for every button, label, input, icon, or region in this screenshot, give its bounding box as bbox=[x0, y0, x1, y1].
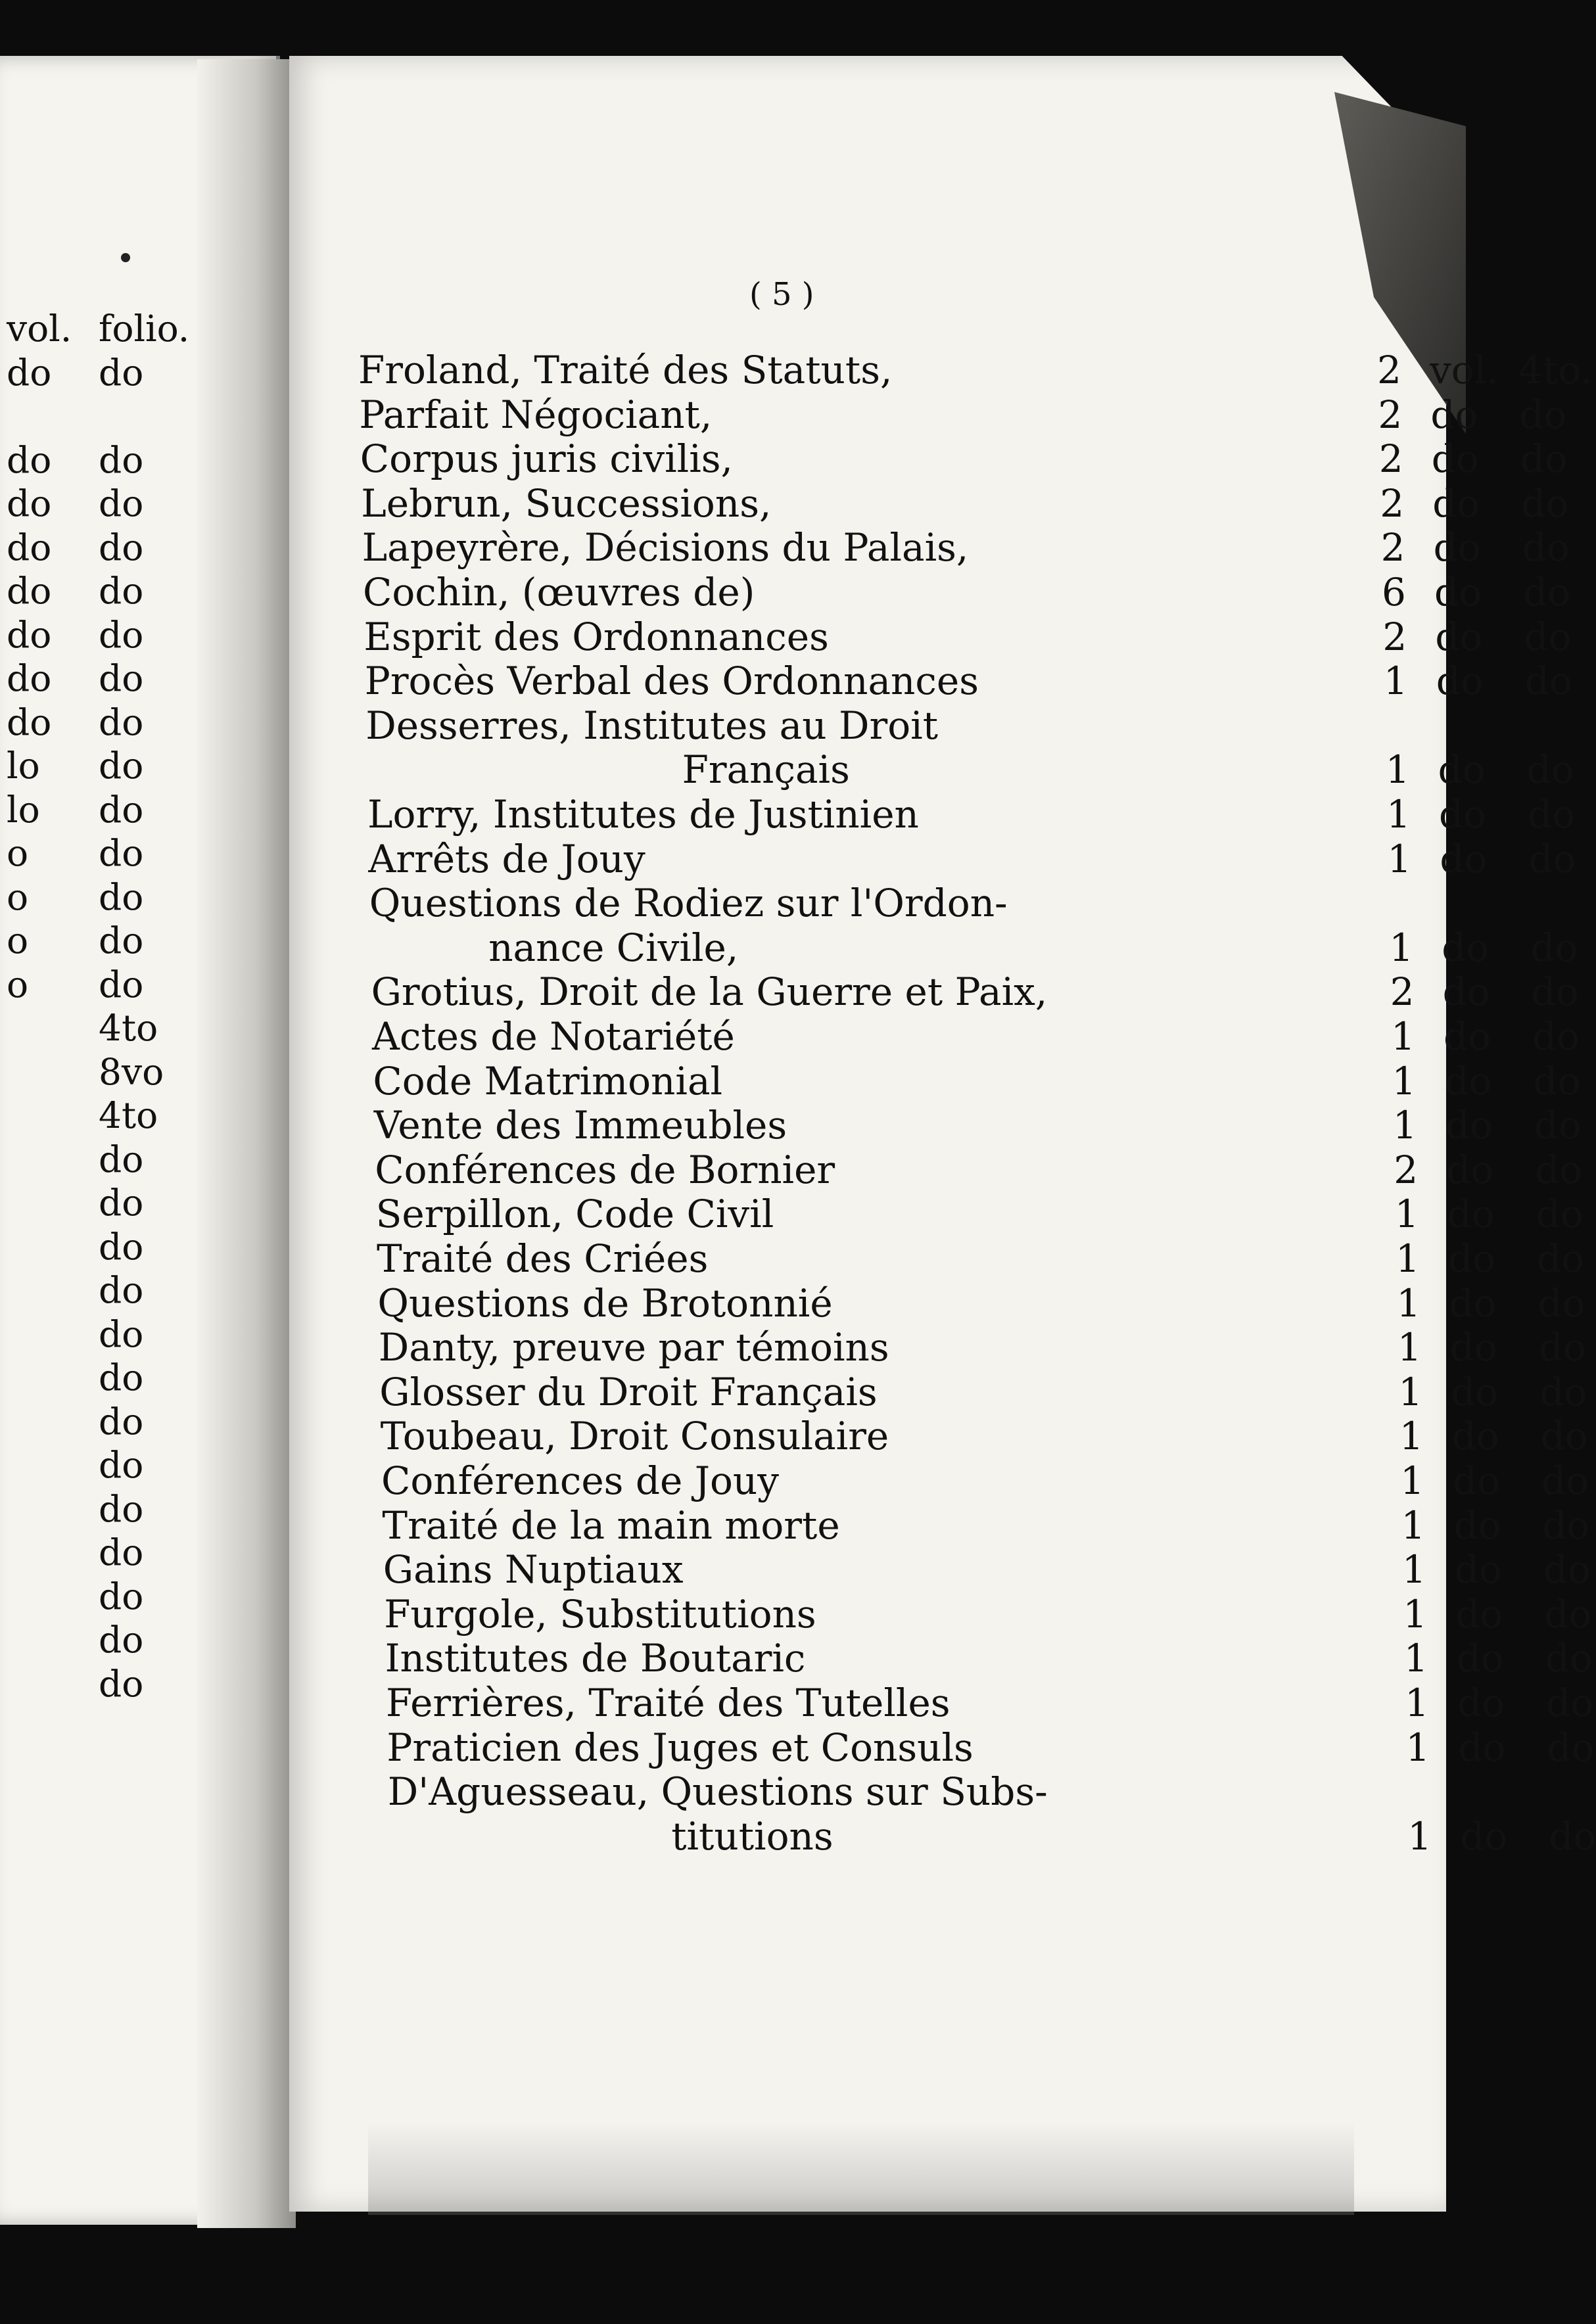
entry-unit: do bbox=[1451, 1369, 1499, 1414]
entry-volume-count: 2 bbox=[1382, 614, 1407, 659]
entry-unit: do bbox=[1439, 792, 1487, 837]
entry-format: do bbox=[1549, 1813, 1596, 1859]
entry-format: do bbox=[1535, 1147, 1583, 1192]
entry-title: Vente des Immeubles bbox=[373, 1103, 787, 1148]
catalogue-entry bbox=[380, 1414, 1588, 1459]
left-row-format: do bbox=[99, 788, 144, 831]
catalogue-entry bbox=[369, 881, 1526, 925]
left-row-format: do bbox=[99, 701, 144, 743]
entry-format: do bbox=[1539, 1369, 1587, 1414]
left-row-format: 4to bbox=[99, 1094, 158, 1136]
left-row-volume: do bbox=[7, 570, 52, 612]
catalogue-entry bbox=[358, 348, 1593, 392]
entry-title: Code Matrimonial bbox=[373, 1058, 723, 1104]
entry-title: Froland, Traité des Statuts, bbox=[358, 348, 893, 392]
catalogue-entry bbox=[373, 1058, 1581, 1104]
entry-title: Institutes de Boutaric bbox=[385, 1636, 806, 1681]
entry-unit: do bbox=[1442, 925, 1490, 970]
entry-unit: do bbox=[1431, 436, 1479, 482]
left-row-volume: o bbox=[7, 832, 29, 874]
entry-unit: do bbox=[1434, 570, 1482, 615]
catalogue-entry bbox=[378, 1325, 1586, 1370]
left-row-volume: lo bbox=[7, 745, 40, 787]
left-row-volume: do bbox=[7, 526, 52, 569]
entry-title: Lapeyrère, Décisions du Palais, bbox=[362, 525, 969, 570]
catalogue-entry bbox=[361, 480, 1569, 526]
left-row-format: do bbox=[99, 1357, 144, 1399]
entry-volume-count: 1 bbox=[1403, 1591, 1428, 1637]
catalogue-entry bbox=[365, 704, 1522, 747]
entry-volume-count: 2 bbox=[1378, 436, 1403, 482]
left-row-format: do bbox=[99, 482, 144, 524]
catalogue-entry bbox=[377, 1280, 1585, 1326]
entry-unit: do bbox=[1443, 1014, 1491, 1059]
catalogue-entry bbox=[363, 570, 1571, 615]
entry-unit: do bbox=[1454, 1547, 1502, 1592]
entry-format: do bbox=[1547, 1725, 1595, 1770]
left-row-volume: do bbox=[7, 351, 52, 394]
entry-unit: do bbox=[1448, 1236, 1496, 1281]
entry-title: Traité de la main morte bbox=[382, 1502, 840, 1548]
left-row-format: do bbox=[99, 1138, 144, 1180]
left-row-format: do bbox=[99, 832, 144, 874]
entry-volume-count: 2 bbox=[1390, 969, 1415, 1015]
left-row-volume: do bbox=[7, 613, 52, 656]
entry-unit: do bbox=[1432, 480, 1480, 526]
entry-volume-count: 2 bbox=[1380, 525, 1405, 570]
left-row-format: do bbox=[99, 570, 144, 612]
catalogue-entry bbox=[364, 614, 1572, 659]
entry-unit: do bbox=[1451, 1414, 1499, 1459]
entry-title: Desserres, Institutes au Droit bbox=[365, 703, 939, 748]
entry-unit: do bbox=[1453, 1502, 1501, 1548]
entry-title: Corpus juris civilis, bbox=[360, 436, 733, 482]
entry-title: Cochin, (œuvres de) bbox=[363, 570, 755, 615]
entry-format: do bbox=[1536, 1192, 1584, 1237]
entry-format: do bbox=[1534, 1103, 1582, 1148]
entry-volume-count: 1 bbox=[1389, 925, 1414, 970]
entry-title: Parfait Négociant, bbox=[359, 392, 713, 437]
entry-title: Glosser du Droit Français bbox=[379, 1369, 878, 1414]
entry-format: do bbox=[1531, 969, 1579, 1015]
catalogue-entry bbox=[359, 392, 1567, 437]
entry-title: Grotius, Droit de la Guerre et Paix, bbox=[371, 969, 1048, 1015]
entry-format: do bbox=[1537, 1280, 1585, 1326]
entry-format: do bbox=[1523, 570, 1571, 615]
left-row-format: do bbox=[99, 1531, 144, 1573]
entry-title: Furgole, Substitutions bbox=[384, 1591, 816, 1637]
left-row-format: 8vo bbox=[99, 1050, 164, 1093]
entry-title: Lorry, Institutes de Justinien bbox=[367, 792, 919, 837]
entry-unit: do bbox=[1430, 392, 1478, 437]
entry-unit: do bbox=[1458, 1725, 1506, 1770]
entry-title: nance Civile, bbox=[488, 925, 739, 970]
entry-format: do bbox=[1544, 1591, 1592, 1637]
entry-unit: do bbox=[1460, 1813, 1508, 1859]
entry-title: Lebrun, Successions, bbox=[361, 480, 772, 526]
entry-volume-count: 1 bbox=[1397, 1325, 1422, 1370]
left-row-format: do bbox=[99, 1444, 144, 1486]
entry-volume-count: 1 bbox=[1403, 1636, 1428, 1681]
left-row-volume: do bbox=[7, 657, 52, 699]
entry-title: Procès Verbal des Ordonnances bbox=[364, 659, 979, 704]
left-row-format: do bbox=[99, 1400, 144, 1443]
entry-volume-count: 2 bbox=[1377, 348, 1401, 392]
entry-volume-count: 1 bbox=[1394, 1192, 1419, 1237]
entry-format: do bbox=[1543, 1547, 1591, 1592]
entry-title: Serpillon, Code Civil bbox=[375, 1192, 774, 1237]
entry-volume-count: 1 bbox=[1386, 792, 1411, 837]
left-row-format: do bbox=[99, 919, 144, 962]
entry-unit: do bbox=[1436, 659, 1484, 704]
left-row-format: do bbox=[99, 1313, 144, 1355]
entry-title: Actes de Notariété bbox=[372, 1014, 735, 1059]
entry-format: do bbox=[1519, 392, 1567, 437]
left-row-volume: o bbox=[7, 875, 29, 918]
catalogue-entry bbox=[371, 969, 1579, 1015]
entry-format: do bbox=[1528, 836, 1576, 881]
catalogue-entry bbox=[383, 1547, 1591, 1592]
entry-format: do bbox=[1537, 1236, 1585, 1281]
entry-volume-count: 1 bbox=[1401, 1502, 1426, 1548]
catalogue-entry bbox=[362, 525, 1570, 570]
entry-format: do bbox=[1524, 614, 1572, 659]
entry-volume-count: 2 bbox=[1378, 392, 1403, 437]
catalogue-entry bbox=[360, 436, 1568, 482]
left-row-format: do bbox=[99, 963, 144, 1006]
entry-volume-count: 1 bbox=[1396, 1236, 1420, 1281]
entry-volume-count: 1 bbox=[1399, 1414, 1424, 1459]
catalogue-entry bbox=[375, 1147, 1583, 1192]
entry-unit: do bbox=[1453, 1458, 1501, 1503]
entry-title: D'Aguesseau, Questions sur Subs- bbox=[387, 1769, 1048, 1815]
entry-volume-count: 1 bbox=[1391, 1014, 1415, 1059]
catalogue-entry bbox=[381, 1458, 1589, 1503]
entry-volume-count: 1 bbox=[1392, 1103, 1417, 1148]
entry-format: do bbox=[1526, 747, 1574, 793]
left-row-format: do bbox=[99, 1662, 144, 1705]
entry-volume-count: 2 bbox=[1380, 480, 1405, 526]
entry-volume-count: 1 bbox=[1407, 1813, 1432, 1859]
entry-volume-count: 1 bbox=[1387, 836, 1412, 881]
left-row-format: do bbox=[99, 1619, 144, 1661]
catalogue-entry bbox=[379, 1369, 1587, 1414]
entry-volume-count: 6 bbox=[1382, 570, 1406, 615]
catalogue-entry bbox=[367, 792, 1576, 837]
entry-format: do bbox=[1538, 1325, 1586, 1370]
catalogue-entry bbox=[364, 659, 1572, 704]
entry-unit: do bbox=[1457, 1681, 1505, 1725]
entry-format: do bbox=[1532, 1014, 1580, 1059]
entry-unit: do bbox=[1440, 836, 1488, 881]
book-spine bbox=[197, 59, 296, 2228]
left-row-format: do bbox=[99, 745, 144, 787]
entry-title: Conférences de Jouy bbox=[381, 1458, 780, 1503]
catalogue-entry bbox=[377, 1236, 1585, 1281]
entry-volume-count: 1 bbox=[1405, 1681, 1429, 1725]
entry-format: do bbox=[1521, 480, 1569, 526]
entry-format: do bbox=[1520, 436, 1568, 482]
entry-unit: do bbox=[1446, 1147, 1494, 1192]
catalogue-entry bbox=[387, 1725, 1595, 1770]
entry-format: do bbox=[1524, 659, 1572, 704]
left-row-format: do bbox=[99, 1487, 144, 1530]
catalogue-entry bbox=[388, 1813, 1596, 1859]
entry-volume-count: 1 bbox=[1405, 1725, 1430, 1770]
catalogue-entry bbox=[375, 1192, 1584, 1237]
catalogue-entry bbox=[368, 836, 1576, 881]
entry-title: Ferrières, Traité des Tutelles bbox=[386, 1681, 951, 1725]
left-row-format: 4to bbox=[99, 1007, 158, 1049]
entry-unit: do bbox=[1433, 525, 1481, 570]
catalogue-entry bbox=[367, 747, 1574, 793]
entry-title: Esprit des Ordonnances bbox=[364, 614, 829, 659]
left-row-volume: do bbox=[7, 701, 52, 743]
catalogue-entry bbox=[386, 1681, 1594, 1725]
catalogue-entry bbox=[370, 925, 1578, 970]
entry-format: do bbox=[1533, 1058, 1581, 1104]
left-row-volume: vol. bbox=[7, 308, 72, 350]
entry-volume-count: 1 bbox=[1400, 1458, 1424, 1503]
entry-title: Praticien des Juges et Consuls bbox=[387, 1725, 974, 1770]
entry-unit: do bbox=[1445, 1103, 1493, 1148]
entry-format: do bbox=[1540, 1414, 1588, 1459]
page-number: ( 5 ) bbox=[749, 276, 814, 313]
entry-title: Arrêts de Jouy bbox=[368, 836, 645, 881]
left-row-format: do bbox=[99, 1269, 144, 1311]
left-row-format: folio. bbox=[99, 308, 190, 350]
entry-format: do bbox=[1541, 1458, 1589, 1503]
entry-title: Danty, preuve par témoins bbox=[378, 1325, 889, 1370]
catalogue-entry bbox=[385, 1636, 1593, 1681]
entry-volume-count: 2 bbox=[1394, 1147, 1419, 1192]
left-row-format: do bbox=[99, 613, 144, 656]
entry-title: Questions de Brotonnié bbox=[377, 1280, 833, 1326]
entry-unit: do bbox=[1449, 1280, 1497, 1326]
entry-unit: do bbox=[1456, 1636, 1504, 1681]
left-row-volume: do bbox=[7, 482, 52, 524]
left-row-volume: do bbox=[7, 438, 52, 481]
left-row-volume: lo bbox=[7, 788, 40, 831]
entry-unit: do bbox=[1449, 1325, 1497, 1370]
entry-format: do bbox=[1545, 1636, 1593, 1681]
entry-volume-count: 1 bbox=[1383, 659, 1408, 704]
entry-title: titutions bbox=[671, 1813, 833, 1859]
entry-unit: do bbox=[1442, 969, 1490, 1015]
catalogue-entry bbox=[373, 1103, 1582, 1148]
left-row-volume: o bbox=[7, 919, 29, 962]
entry-format: do bbox=[1530, 925, 1578, 970]
entry-unit: do bbox=[1447, 1192, 1495, 1237]
entry-title: Toubeau, Droit Consulaire bbox=[380, 1414, 889, 1459]
ink-dot bbox=[121, 253, 130, 262]
entry-unit: vol. bbox=[1430, 348, 1499, 392]
catalogue-entry bbox=[388, 1770, 1545, 1813]
entry-unit: do bbox=[1438, 747, 1486, 793]
entry-format: 4to. bbox=[1518, 348, 1593, 392]
catalogue-entry bbox=[382, 1502, 1590, 1548]
entry-format: do bbox=[1528, 792, 1576, 837]
page-bottom-edge bbox=[368, 2123, 1354, 2215]
left-row-volume: o bbox=[7, 963, 29, 1006]
entry-title: Conférences de Bornier bbox=[375, 1147, 835, 1192]
left-row-format: do bbox=[99, 875, 144, 918]
left-row-format: do bbox=[99, 351, 144, 394]
entry-volume-count: 1 bbox=[1396, 1280, 1421, 1326]
entry-title: Gains Nuptiaux bbox=[383, 1547, 684, 1592]
catalogue-entry bbox=[372, 1014, 1580, 1059]
entry-format: do bbox=[1542, 1502, 1590, 1548]
left-row-format: do bbox=[99, 657, 144, 699]
catalogue-entry bbox=[384, 1591, 1592, 1637]
entry-title: Traité des Criées bbox=[377, 1236, 709, 1281]
entry-volume-count: 1 bbox=[1401, 1547, 1426, 1592]
entry-unit: do bbox=[1444, 1058, 1492, 1104]
entry-volume-count: 1 bbox=[1398, 1369, 1423, 1414]
left-row-format: do bbox=[99, 1575, 144, 1617]
entry-unit: do bbox=[1455, 1591, 1503, 1637]
left-row-format: do bbox=[99, 438, 144, 481]
left-row-format: do bbox=[99, 1225, 144, 1268]
left-row-format: do bbox=[99, 1182, 144, 1224]
entry-volume-count: 1 bbox=[1392, 1058, 1417, 1104]
entry-title: Français bbox=[682, 747, 850, 793]
entry-title: Questions de Rodiez sur l'Ordon- bbox=[369, 881, 1008, 926]
entry-format: do bbox=[1546, 1681, 1594, 1725]
entry-format: do bbox=[1522, 525, 1570, 570]
left-row-format: do bbox=[99, 526, 144, 569]
entry-unit: do bbox=[1435, 614, 1483, 659]
entry-volume-count: 1 bbox=[1385, 747, 1410, 793]
